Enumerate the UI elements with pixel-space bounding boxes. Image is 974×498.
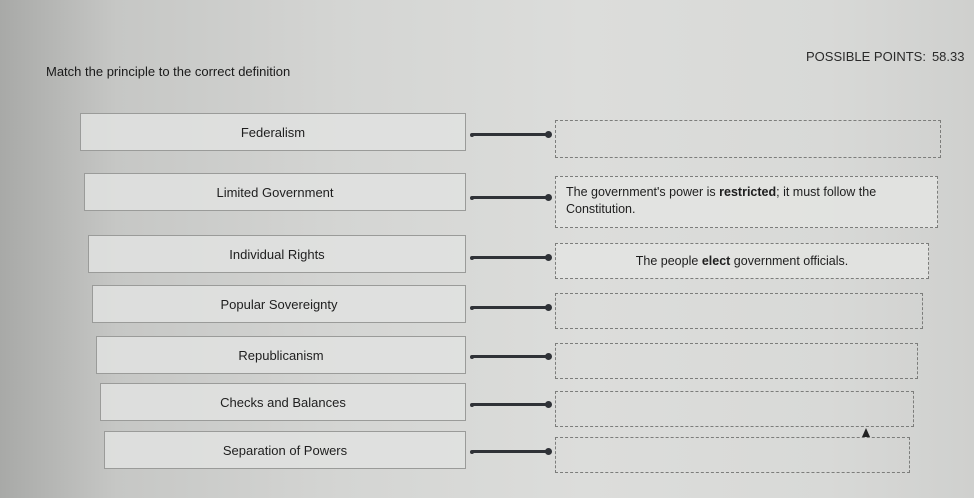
drop-slot-checks-and-balances[interactable]	[555, 391, 914, 427]
answer-text-pre: The government's power is	[566, 185, 720, 199]
points-label: POSSIBLE POINTS:	[806, 49, 926, 64]
drop-slot-federalism[interactable]	[555, 120, 941, 158]
points-value: 58.33	[931, 49, 965, 64]
possible-points	[806, 49, 964, 64]
term-label: Separation of Powers	[222, 442, 348, 458]
mouse-cursor-icon	[862, 428, 870, 437]
term-republicanism[interactable]	[96, 336, 466, 374]
term-separation-of-powers[interactable]	[104, 431, 466, 469]
connector-republicanism[interactable]	[472, 355, 548, 358]
answer-text-bold: restricted	[719, 185, 777, 199]
term-checks-and-balances[interactable]	[100, 383, 466, 421]
connector-individual-rights[interactable]	[472, 256, 548, 259]
term-label: Federalism	[240, 124, 306, 140]
drop-slot-separation-of-powers[interactable]	[555, 437, 910, 473]
answer-text-pre: The people	[635, 254, 699, 268]
answer-text-bold: elect	[701, 254, 731, 268]
answer-text-post: government officials.	[733, 254, 849, 268]
term-label: Popular Sovereignty	[220, 296, 338, 312]
term-label: Individual Rights	[229, 246, 325, 262]
term-label: Republicanism	[238, 347, 324, 363]
answer-text-post: ; it must follow the Constitution.	[566, 185, 877, 216]
connector-federalism[interactable]	[472, 133, 548, 136]
instructions: Match the principle to the correct definition	[46, 64, 291, 79]
answer-individual-rights[interactable]	[555, 243, 929, 279]
connector-limited-government[interactable]	[472, 196, 548, 199]
connector-separation-of-powers[interactable]	[472, 450, 548, 453]
term-popular-sovereignty[interactable]	[92, 285, 466, 323]
term-federalism[interactable]	[80, 113, 466, 151]
term-individual-rights[interactable]	[88, 235, 466, 273]
answer-limited-government[interactable]	[555, 176, 938, 228]
connector-checks-and-balances[interactable]	[472, 403, 548, 406]
term-limited-government[interactable]	[84, 173, 466, 211]
term-label: Limited Government	[216, 184, 334, 200]
connector-popular-sovereignty[interactable]	[472, 306, 548, 309]
drop-slot-republicanism[interactable]	[555, 343, 918, 379]
drop-slot-popular-sovereignty[interactable]	[555, 293, 923, 329]
term-label: Checks and Balances	[220, 394, 346, 410]
